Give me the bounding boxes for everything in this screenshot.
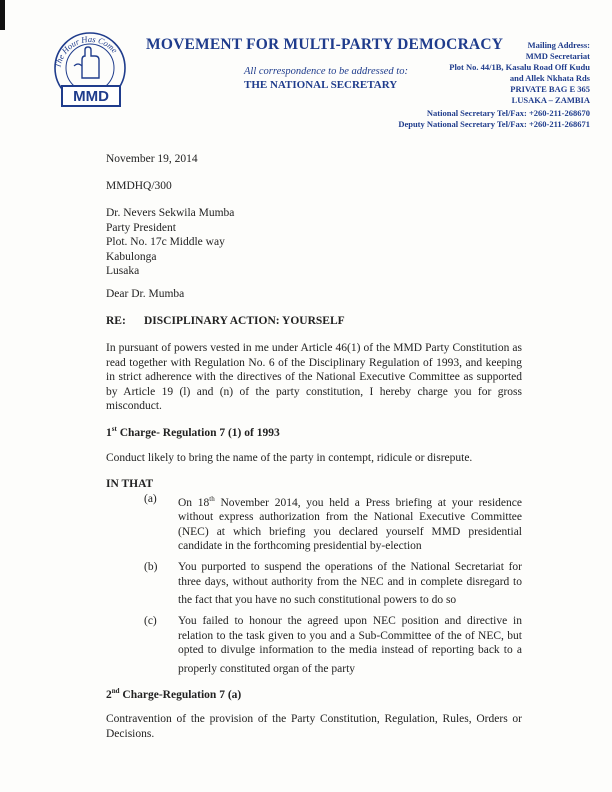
address-line: MMD Secretariat [525, 51, 590, 61]
recipient-line: Dr. Nevers Sekwila Mumba [106, 207, 235, 219]
charge-title: Charge- Regulation 7 (1) of 1993 [116, 426, 280, 439]
intro-paragraph: In pursuant of powers vested in me under Article 46(1) of the MMD Party Constitution as read together with Regulation No. 6 of the Disciplinary Regulation of 1993, and keeping in strict adherence with the directives of the National Executive Committee as supported by Article 19 (l) and (n) of the party constitution, I hereby charge you for gross misconduct. [106, 342, 522, 412]
charge-ordinal: st [111, 425, 117, 433]
address-line: Plot No. 44/1B, Kasalu Road Off Kudu [449, 62, 590, 72]
phone-numbers [398, 108, 590, 130]
recipient-line: Party President [106, 221, 176, 234]
mmd-logo [44, 28, 140, 114]
correspondence-label: All correspondence to be addressed to: [244, 66, 408, 77]
letter-date: November 19, 2014 [106, 153, 198, 165]
address-line: LUSAKA – ZAMBIA [511, 95, 590, 105]
charge-2-text: Contravention of the provision of the Party Constitution, Regulation, Rules, Orders or Decisions. [106, 713, 522, 740]
logo-ring-text: The Hour Has Come [52, 33, 120, 69]
charge-number: 2 [106, 688, 112, 701]
item-text-part: You purported to suspend the operations of the National Secretariat for three days, without authority from the NEC and in complete disregard to the fact that you have no such constitutional powers to do so [178, 561, 522, 606]
re-label: RE: [106, 315, 126, 327]
charge-ordinal: nd [111, 687, 120, 695]
letter-reference: MMDHQ/300 [106, 180, 172, 192]
charge-number: 1 [106, 426, 112, 439]
item-label: (a) [144, 493, 157, 505]
item-text-part: You failed to honour the agreed upon NEC position and directive in relation to the task given to you and a Sub-Committee of the of NEC, but opted to divulge information to the media instead of reporting back to a properly constituted organ of the party [178, 615, 522, 675]
item-label: (b) [144, 561, 158, 573]
item-text [178, 492, 522, 554]
charge-1-text: Conduct likely to bring the name of the party in contempt, ridicule or disrepute. [106, 452, 473, 464]
address-line: PRIVATE BAG E 365 [510, 84, 590, 94]
charge-title: Charge-Regulation 7 (a) [119, 688, 242, 701]
scan-edge-mark [0, 0, 5, 30]
recipient-line: Lusaka [106, 265, 140, 277]
charge-1-heading [106, 422, 280, 440]
item-ordinal: th [209, 495, 215, 503]
recipient-line: Kabulonga [106, 250, 157, 263]
re-subject: DISCIPLINARY ACTION: YOURSELF [144, 315, 345, 327]
organization-name: MOVEMENT FOR MULTI-PARTY DEMOCRACY [146, 36, 504, 53]
recipient-block [106, 206, 234, 279]
mailing-address [390, 40, 590, 106]
phone-line: Deputy National Secretary Tel/Fax: +260-211-268671 [398, 119, 590, 129]
item-text-part: On 18 [178, 496, 210, 509]
salutation: Dear Dr. Mumba [106, 288, 185, 300]
item-text [178, 614, 522, 676]
charge-2-heading [106, 684, 241, 702]
item-text [178, 560, 522, 607]
item-label: (c) [144, 615, 157, 627]
in-that-heading: IN THAT [106, 478, 154, 490]
correspondence-addressee: THE NATIONAL SECRETARY [244, 79, 398, 91]
address-line: and Allek Nkhata Rds [509, 73, 590, 83]
recipient-line: Plot. No. 17c Middle way [106, 236, 225, 248]
phone-line: National Secretary Tel/Fax: +260-211-268670 [426, 108, 590, 118]
address-line: Mailing Address: [527, 40, 590, 50]
item-text-part: November 2014, you held a Press briefing at your residence without express authorization from the National Executive Committee (NEC) at which briefing you declared yourself MMD presidential candidate in the forthcoming presidential by-election [178, 496, 522, 553]
logo-abbrev: MMD [73, 88, 109, 105]
